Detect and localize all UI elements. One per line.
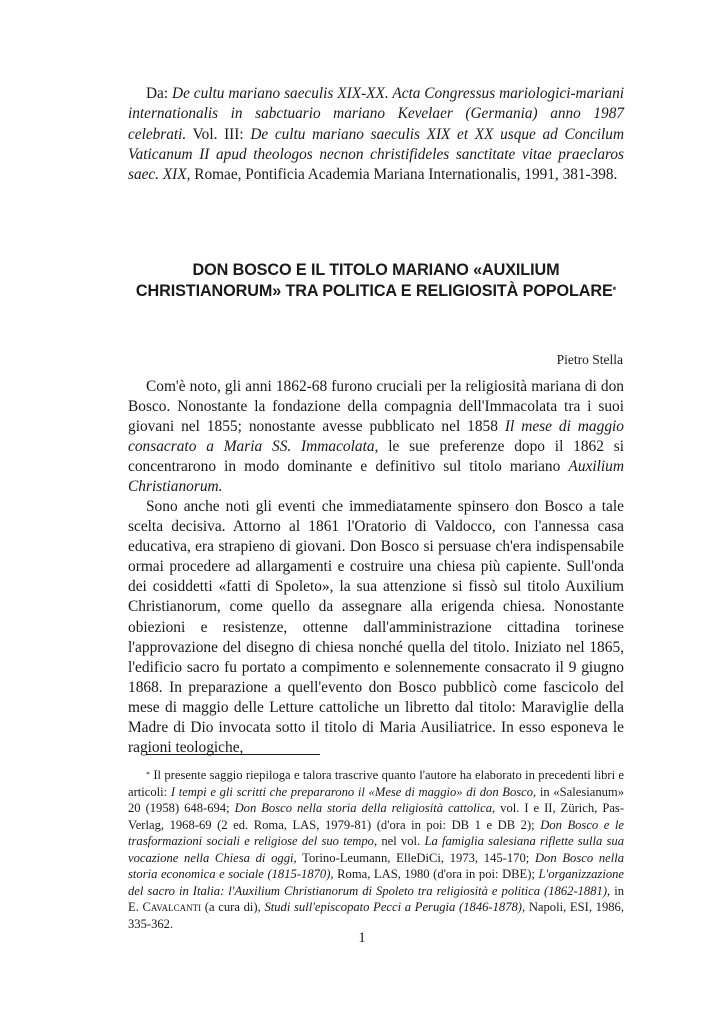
page-number: 1 [358, 930, 366, 946]
source-citation [128, 84, 624, 185]
footnote-separator [146, 754, 320, 755]
source-volume-title: De cultu mariano saeculis XIX et XX usque ad Concilum Vaticanum II apud theologos necnon christifideles sanctitate vitae praeclaros saec. XIX [128, 125, 624, 184]
article-title [128, 260, 624, 302]
footnote: * Il presente saggio riepiloga e talora trascrive quanto l'autore ha elaborato in precedenti libri e articoli: I tempi e gli scritti che prepararono il «Mese di maggio» di don Bosco, in «Salesianum» 20 (1958) 648-694; Don Bosco nella storia della religiosità cattolica, vol. I e II, Zürich, Pas-Verlag, 1968-69 (2 ed. Roma, LAS, 1979-81) (d'ora in poi: DB 1 e DB 2); Don Bosco e le trasformazioni sociali e religiose del suo tempo, nel vol. La famiglia salesiana riflette sulla sua vocazione nella Chiesa di oggi, Torino-Leumann, ElleDiCi, 1973, 145-170; Don Bosco nella storia economica e sociale (1815-1870), Roma, LAS, 1980 (d'ora in poi: DBE); L'organizzazione del sacro in Italia: l'Auxilium Christianorum di Spoleto tra religiosità e politica (1862-1881), in E. Cavalcanti (a cura di), Studi sull'episcopato Pecci a Perugia (1846-1878), Napoli, ESI, 1986, 335-362. [128, 768, 625, 931]
paragraph-2: Sono anche noti gli eventi che immediatamente spinsero don Bosco a tale scelta decisiva. Attorno al 1861 l'Oratorio di Valdocco, con l'annessa casa educativa, era strapieno di giovani. Don Bosco si persuase ch'era indispensabile ormai procedere ad allargamenti e costruire una chiesa più capiente. Sull'onda dei cosiddetti «fatti di Spoleto», la sua attenzione si fissò sul titolo Auxilium Christianorum, come quello da assegnare alla erigenda chiesa. Nonostante obiezioni e resistenze, ottenne dall'amministrazione cittadina torinese l'approvazione del disegno di chiesa nonché quella del titolo. Iniziato nel 1865, l'edificio sacro fu portato a compimento e solennemente consacrato il 9 giugno 1868. In preparazione a quell'evento don Bosco pubblicò come fascicolo del mese di maggio delle Letture cattoliche un libretto dal titolo: Maraviglie della Madre di Dio invocata sotto il titolo di Maria Ausiliatrice. In esso esponeva le ragioni teologiche, [128, 498, 624, 757]
footnote-mark: * [146, 770, 150, 779]
source-prefix: Da: [146, 85, 173, 102]
author-name: Pietro Stella [556, 352, 623, 367]
source-publisher: , Romae, Pontificia Academia Mariana Internationalis, 1991, 381-398. [186, 166, 618, 184]
article-title-text: DON BOSCO E IL TITOLO MARIANO «AUXILIUM CHRISTIANORUM» TRA POLITICA E RELIGIOSITÀ POPOLARE [135, 261, 613, 300]
title-footnote-mark[interactable]: * [612, 285, 617, 295]
paragraph-1: Com'è noto, gli anni 1862-68 furono cruciali per la religiosità mariana di don Bosco. Nonostante la fondazione della compagnia dell'Immacolata tra i suoi giovani nel 1855; nonostante avesse pubblicato nel 1858 Il mese di maggio consacrato a Maria SS. Immacolata, le sue preferenze dopo il 1862 si concentrarono in modo dominante e definitivo sul titolo mariano Auxilium Christianorum. [128, 378, 625, 496]
source-work-title: De cultu mariano saeculis XIX-XX. Acta Congressus mariologici-mariani internationalis in sabctuario mariano Kevelaer (Germania) anno 1987 celebrati. [128, 85, 624, 143]
source-volume: Vol. III: [186, 125, 251, 143]
